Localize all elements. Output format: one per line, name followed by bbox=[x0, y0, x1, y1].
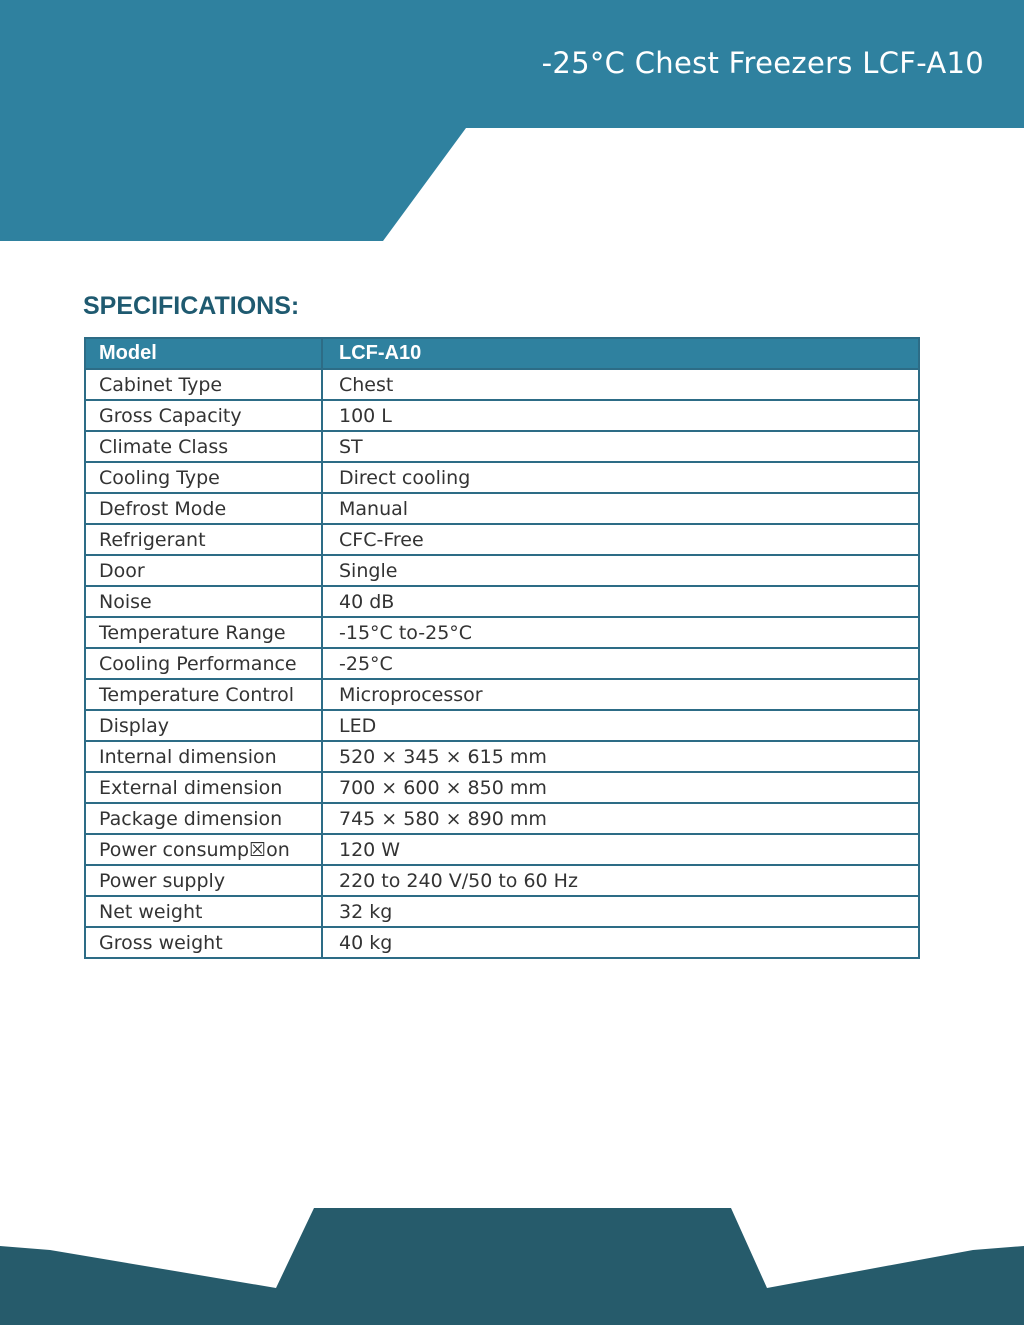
table-row bbox=[85, 927, 919, 958]
table-row bbox=[85, 617, 919, 648]
table-row bbox=[85, 896, 919, 927]
table-row bbox=[85, 741, 919, 772]
table-row bbox=[85, 555, 919, 586]
table-row bbox=[85, 524, 919, 555]
spec-label: Defrost Mode bbox=[85, 493, 322, 524]
spec-value: Microprocessor bbox=[322, 679, 919, 710]
table-row bbox=[85, 493, 919, 524]
spec-label: Climate Class bbox=[85, 431, 322, 462]
table-row bbox=[85, 586, 919, 617]
spec-label: Package dimension bbox=[85, 803, 322, 834]
table-row bbox=[85, 431, 919, 462]
table-row bbox=[85, 710, 919, 741]
page-title: -25°C Chest Freezers LCF-A10 bbox=[541, 46, 984, 80]
spec-value: 700 × 600 × 850 mm bbox=[322, 772, 919, 803]
spec-value: 40 kg bbox=[322, 927, 919, 958]
spec-label: Temperature Range bbox=[85, 617, 322, 648]
spec-value: Chest bbox=[322, 369, 919, 400]
spec-value: 220 to 240 V/50 to 60 Hz bbox=[322, 865, 919, 896]
spec-label: Gross Capacity bbox=[85, 400, 322, 431]
spec-label: Power consump☒on bbox=[85, 834, 322, 865]
table-row bbox=[85, 772, 919, 803]
table-row bbox=[85, 834, 919, 865]
table-row bbox=[85, 803, 919, 834]
spec-label: Net weight bbox=[85, 896, 322, 927]
column-header-model-value: LCF-A10 bbox=[322, 338, 919, 369]
spec-value: 745 × 580 × 890 mm bbox=[322, 803, 919, 834]
specifications-table bbox=[84, 337, 920, 959]
spec-value: LED bbox=[322, 710, 919, 741]
spec-label: Gross weight bbox=[85, 927, 322, 958]
spec-label: Noise bbox=[85, 586, 322, 617]
table-row bbox=[85, 462, 919, 493]
spec-label: External dimension bbox=[85, 772, 322, 803]
spec-value: -15°C to-25°C bbox=[322, 617, 919, 648]
spec-value: 40 dB bbox=[322, 586, 919, 617]
table-row bbox=[85, 369, 919, 400]
spec-label: Cooling Performance bbox=[85, 648, 322, 679]
table-row bbox=[85, 648, 919, 679]
spec-label: Refrigerant bbox=[85, 524, 322, 555]
spec-value: CFC-Free bbox=[322, 524, 919, 555]
table-row bbox=[85, 865, 919, 896]
spec-label: Display bbox=[85, 710, 322, 741]
spec-value: ST bbox=[322, 431, 919, 462]
spec-value: 520 × 345 × 615 mm bbox=[322, 741, 919, 772]
spec-value: -25°C bbox=[322, 648, 919, 679]
spec-label: Cabinet Type bbox=[85, 369, 322, 400]
spec-value: Manual bbox=[322, 493, 919, 524]
footer-banner bbox=[0, 1200, 1024, 1325]
spec-value: 32 kg bbox=[322, 896, 919, 927]
table-row bbox=[85, 679, 919, 710]
spec-label: Power supply bbox=[85, 865, 322, 896]
spec-label: Temperature Control bbox=[85, 679, 322, 710]
column-header-model: Model bbox=[85, 338, 322, 369]
spec-value: 100 L bbox=[322, 400, 919, 431]
header-banner bbox=[0, 0, 1024, 245]
section-heading: SPECIFICATIONS: bbox=[83, 292, 300, 320]
spec-value: 120 W bbox=[322, 834, 919, 865]
spec-label: Door bbox=[85, 555, 322, 586]
spec-value: Direct cooling bbox=[322, 462, 919, 493]
spec-label: Cooling Type bbox=[85, 462, 322, 493]
table-row bbox=[85, 400, 919, 431]
spec-label: Internal dimension bbox=[85, 741, 322, 772]
spec-value: Single bbox=[322, 555, 919, 586]
table-header-row bbox=[85, 338, 919, 369]
